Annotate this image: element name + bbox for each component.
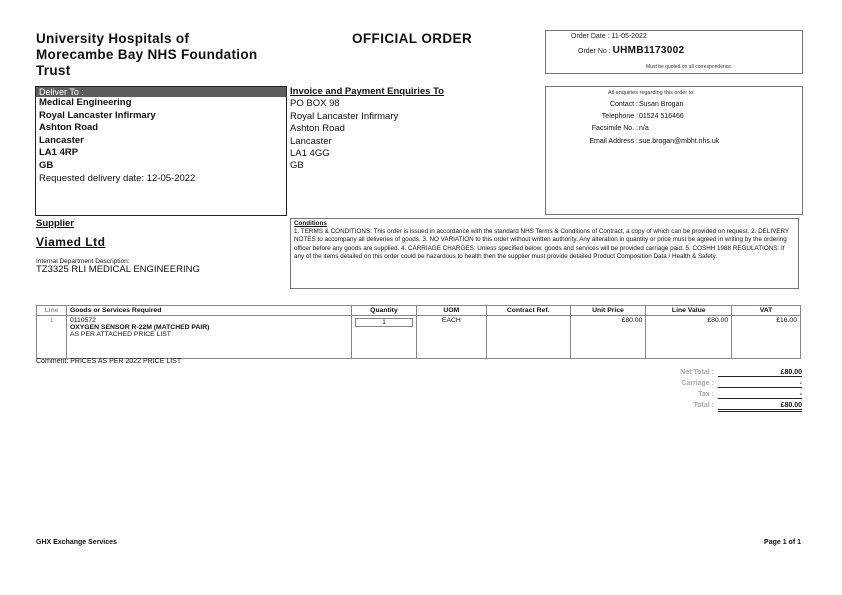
cell-unit-price: £80.00	[570, 316, 646, 359]
address-line: LA1 4RP	[39, 147, 79, 159]
order-date-row	[571, 33, 647, 40]
address-line: GB	[290, 160, 304, 172]
table-header-row	[37, 306, 801, 316]
tax-label: Tax :	[698, 391, 714, 398]
col-header-uom: UOM	[416, 306, 486, 316]
net-total-row	[600, 369, 802, 380]
supplier-heading: Supplier	[36, 218, 75, 229]
org-name-line: University Hospitals of	[36, 31, 190, 46]
carriage-label: Carriage :	[681, 380, 714, 387]
order-info-box	[545, 30, 803, 74]
grand-total-value: £80.00	[718, 402, 802, 412]
address-line: LA1 4GG	[290, 148, 330, 160]
order-number-label: Order No :	[578, 48, 611, 55]
net-total-value: £80.00	[718, 369, 802, 377]
carriage-value: -	[718, 380, 802, 388]
address-line: Royal Lancaster Infirmary	[290, 110, 399, 122]
address-line: Ashton Road	[290, 123, 345, 135]
cell-quantity	[351, 316, 416, 359]
tax-value: -	[718, 391, 802, 399]
email-value: sue.brogan@mbht.nhs.uk	[639, 138, 720, 145]
cell-contract	[486, 316, 570, 359]
col-header-contract: Contract Ref.	[486, 306, 570, 316]
col-header-line: Line	[37, 306, 67, 316]
department-label: Internal Department Description:	[36, 258, 130, 265]
conditions-box	[290, 218, 799, 289]
col-header-vat: VAT	[732, 306, 801, 316]
cell-line-value: £80.00	[646, 316, 732, 359]
deliver-to-heading: Deliver To :	[36, 87, 286, 97]
grand-total-label: Total :	[693, 402, 714, 409]
fax-value: n/a	[639, 125, 649, 132]
col-header-line-value: Line Value	[646, 306, 732, 316]
org-name-line: Morecambe Bay NHS Foundation	[36, 47, 258, 62]
order-number-note: Must be quoted on all correspondence.	[646, 64, 733, 70]
email-label: Email Address :	[589, 138, 638, 145]
order-comment: Comment: PRICES AS PER 2022 PRICE LIST	[36, 358, 182, 365]
order-date-label: Order Date :	[571, 33, 610, 40]
item-code: 0110572	[69, 317, 96, 324]
order-date-value: 11-05-2022	[611, 33, 647, 40]
contact-heading: All enquiries regarding this order to:	[608, 90, 695, 96]
invoice-heading: Invoice and Payment Enquiries To	[290, 86, 444, 97]
telephone-label: Telephone :	[601, 113, 638, 120]
order-items-table	[36, 305, 801, 359]
cell-uom: EACH	[416, 316, 486, 359]
address-line: Medical Engineering	[39, 97, 132, 108]
order-number-value: UHMB1173002	[612, 45, 685, 56]
invoice-enquiries	[290, 86, 540, 173]
department-value: TZ3325 RLI MEDICAL ENGINEERING	[36, 264, 200, 275]
supplier-name: Viamed Ltd	[36, 235, 106, 249]
fax-label: Facsimile No. :	[591, 125, 638, 132]
totals-block	[600, 369, 802, 413]
address-line: Royal Lancaster Infirmary	[39, 109, 156, 121]
deliver-to-address	[36, 97, 286, 173]
cell-goods	[66, 316, 351, 359]
cell-line: 1	[37, 316, 67, 359]
footer-provider: GHX Exchange Services	[36, 539, 117, 546]
carriage-row	[600, 380, 802, 391]
org-name-line: Trust	[36, 63, 71, 78]
col-header-quantity: Quantity	[351, 306, 416, 316]
requested-delivery-date: Requested delivery date: 12-05-2022	[39, 172, 196, 184]
order-number-row	[578, 45, 684, 56]
address-line: PO BOX 98	[290, 98, 340, 110]
item-note: AS PER ATTACHED PRICE LIST	[69, 331, 171, 338]
table-row	[37, 316, 801, 359]
conditions-text: 1. TERMS & CONDITIONS: This order is issued in accordance with the standard NHS Terms & Conditions of Contract, a copy of which can be provided on request. 2. DELIVERY NOTES to accompany all deliveries of goods. 3. NO VARIATION to this order without written authority. Any alteration in quantity or price must be agreed in writing by the ordering officer before any goods are supplied. 4. CARRIAGE CHARGES: Unless specified below, goods and services will be provided carriage paid. 5. COSHH 1988 REGULATIONS: If any of the items detailed on this order could be hazardous to health then the supplier must provide detailed Product Composition Data / Health & Safety.	[294, 228, 789, 260]
telephone-value: 01524 516466	[639, 113, 684, 120]
col-header-goods: Goods or Services Required	[66, 306, 351, 316]
supplier-section	[36, 218, 286, 275]
organisation-name	[36, 31, 306, 79]
document-title: OFFICIAL ORDER	[352, 31, 473, 46]
conditions-heading: Conditions	[294, 220, 327, 227]
contact-value: Susan Brogan	[639, 101, 684, 108]
grand-total-row	[600, 402, 802, 413]
contact-label: Contact :	[609, 101, 638, 108]
col-header-unit-price: Unit Price	[570, 306, 646, 316]
address-line: Lancaster	[39, 134, 84, 146]
address-line: Ashton Road	[39, 122, 99, 134]
address-line: GB	[39, 159, 54, 171]
page-number: Page 1 of 1	[764, 539, 801, 546]
enquiries-contact-box	[545, 86, 803, 215]
item-description: OXYGEN SENSOR R-22M (MATCHED PAIR)	[69, 324, 210, 331]
tax-row	[600, 391, 802, 402]
deliver-to-box	[35, 86, 287, 216]
cell-vat: £16.00	[732, 316, 801, 359]
net-total-label: Net Total :	[680, 369, 714, 376]
address-line: Lancaster	[290, 135, 332, 147]
quantity-box: 1	[355, 318, 413, 327]
